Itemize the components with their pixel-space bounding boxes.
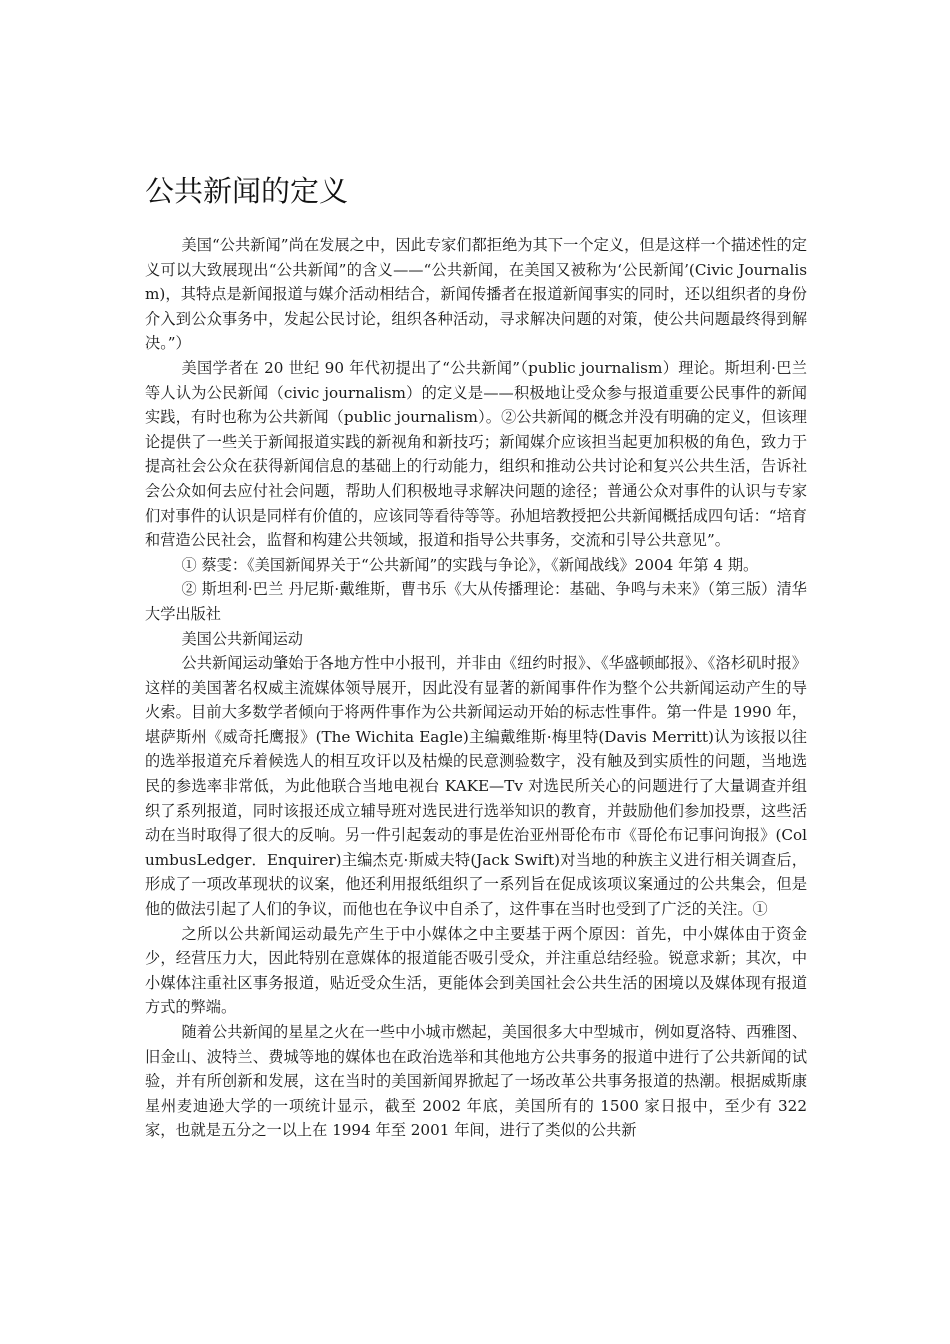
footnote-2: ② 斯坦利·巴兰 丹尼斯·戴维斯，曹书乐《大从传播理论：基础、争鸣与未来》（第三版）清华大学出版社: [145, 580, 807, 623]
section-heading: 美国公共新闻运动: [181, 629, 303, 648]
paragraph-theory: 美国学者在 20 世纪 90 年代初提出了“公共新闻”（public journalism）理论。斯坦利·巴兰等人认为公民新闻（civic journalism）的定义是——积极地让受众参与报道重要公民事件的新闻实践，有时也称为公共新闻（public journalism）。②公共新闻的概念并没有明确的定义，但该理论提供了一些关于新闻报道实践的新视角和新技巧；新闻媒介应该担当起更加积极的角色，致力于提高社会公众在获得新闻信息的基础上的行动能力，组织和推动公共讨论和复兴公共生活，告诉社会公众如何去应付社会问题，帮助人们积极地寻求解决问题的途径；普通公众对事件的认识与专家们对事件的认识是同样有价值的，应该同等看待等等。孙旭培教授把公共新闻概括成四句话：“培育和营造公民社会，监督和构建公共领域，报道和指导公共事务，交流和引导公共意见”。: [145, 358, 807, 550]
paragraph-reasons: 之所以公共新闻运动最先产生于中小媒体之中主要基于两个原因：首先，中小媒体由于资金少，经营压力大，因此特别在意媒体的报道能否吸引受众，并注重总结经验。锐意求新；其次，中小媒体注重社区事务报道，贴近受众生活，更能体会到美国社会公共生活的困境以及媒体现有报道方式的弊端。: [145, 924, 807, 1017]
paragraph-definition: 美国“公共新闻”尚在发展之中，因此专家们都拒绝为其下一个定义，但是这样一个描述性的定义可以大致展现出“公共新闻”的含义——“公共新闻，在美国又被称为‘公民新闻’(Civic Journalism)，其特点是新闻报道与媒介活动相结合，新闻传播者在报道新闻事实的同时，还以组织者的身份介入到公众事务中，发起公民讨论，组织各种活动，寻求解决问题的对策，使公共问题最终得到解决。”）: [145, 236, 807, 353]
document-body: [145, 233, 807, 1143]
paragraph-spread: 随着公共新闻的星星之火在一些中小城市燃起，美国很多大中型城市，例如夏洛特、西雅图、旧金山、波特兰、费城等地的媒体也在政治选举和其他地方公共事务的报道中进行了公共新闻的试验，并有所创新和发展，这在当时的美国新闻界掀起了一场改革公共事务报道的热潮。根据威斯康星州麦迪逊大学的一项统计显示，截至 2002 年底，美国所有的 1500 家日报中，至少有 322 家，也就是五分之一以上在 1994 年至 2001 年间，进行了类似的公共新: [145, 1023, 807, 1140]
footnote-1: ① 蔡雯：《美国新闻界关于“公共新闻”的实践与争论》，《新闻战线》2004 年第 4 期。: [181, 555, 759, 574]
page-title: 公共新闻的定义: [145, 174, 349, 208]
paragraph-movement-origin: 公共新闻运动肇始于各地方性中小报刊，并非由《纽约时报》、《华盛顿邮报》、《洛杉矶时报》这样的美国著名权威主流媒体领导展开，因此没有显著的新闻事件作为整个公共新闻运动产生的导火索。目前大多数学者倾向于将两件事作为公共新闻运动开始的标志性事件。第一件是 1990 年，堪萨斯州《威奇托鹰报》(The Wichita Eagle)主编戴维斯·梅里特(Davis Merritt)认为该报以往的选举报道充斥着候选人的相互攻讦以及枯燥的民意测验数字，没有触及到实质性的问题，当地选民的参选率非常低，为此他联合当地电视台 KAKE—Tv 对选民所关心的问题进行了大量调查并组织了系列报道，同时该报还成立辅导班对选民进行选举知识的教育，并鼓励他们参加投票，这些活动在当时取得了很大的反响。另一件引起轰动的事是佐治亚州哥伦布市《哥伦布记事问询报》(ColumbusLedger．Enquirer)主编杰克·斯威夫特(Jack Swift)对当地的种族主义进行相关调查后，形成了一项改革现状的议案，他还利用报纸组织了一系列旨在促成该项议案通过的公共集会，但是他的做法引起了人们的争议，而他也在争议中自杀了，这件事在当时也受到了广泛的关注。①: [145, 654, 807, 919]
